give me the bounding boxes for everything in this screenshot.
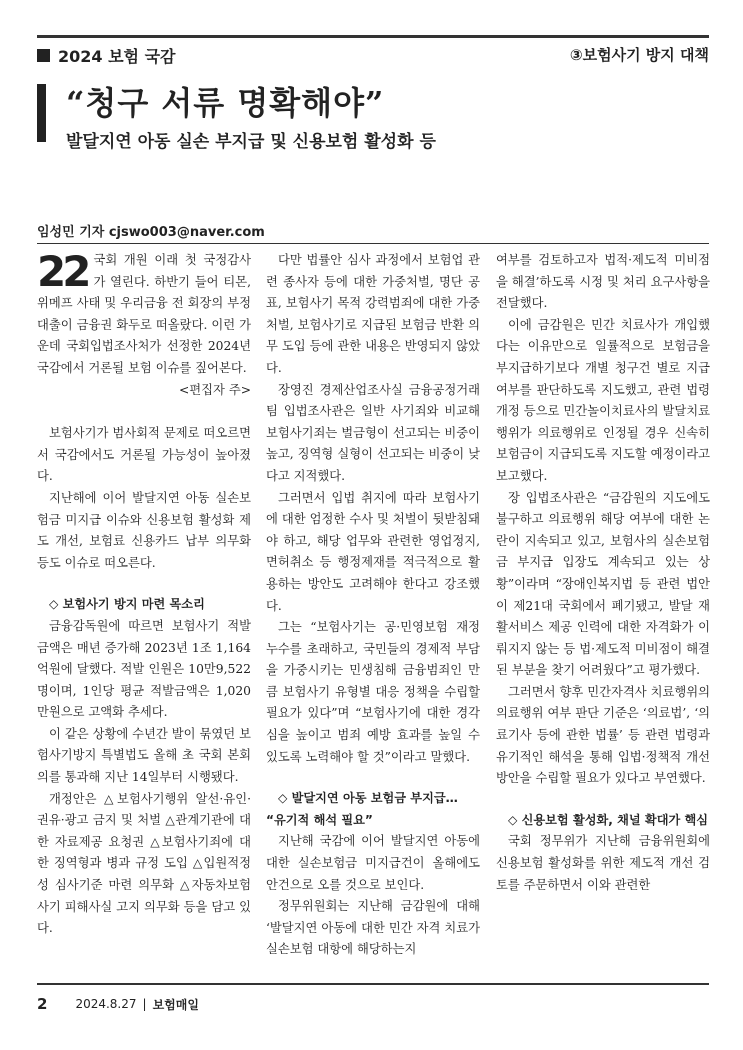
- footer-separator: |: [142, 997, 147, 1011]
- bottom-rule: [37, 983, 709, 985]
- paragraph: 여부를 검토하고자 법적·제도적 미비점을 해결’하도록 시정 및 처리 요구사항을 전달했다.: [496, 253, 710, 311]
- paragraph: 그는 “보험사기는 공·민영보험 재정 누수를 초래하고, 국민들의 경제적 부담을 가중시키는 민생침해 금융범죄인 만큼 보험사기 유형별 대응 정책을 수립할 필요가 있다”며 “보험사기에 대한 경각심을 높이고 범죄 예방 효과를 높일 수 있도록 노력해야 할 것”이라고 말했다.: [266, 620, 480, 764]
- series-label: ③보험사기 방지 대책: [569, 46, 709, 64]
- subtitle: ◇ 발달지연 아동 보험금 부지급…: [278, 791, 458, 806]
- paragraph: 장영진 경제산업조사실 금융공정거래팀 입법조사관은 일반 사기죄와 비교해 보험사기죄는 벌금형이 선고되는 비중이 높고, 징역형 실형이 선고되는 비중이 낮다고 지적했다.: [266, 382, 480, 483]
- headline-bar: [37, 84, 46, 142]
- paragraph: 이에 금감원은 민간 치료사가 개입했다는 이유만으로 일률적으로 보험금을 부지급하기보다 개별 청구건 별로 지급 여부를 판단하도록 지도했고, 관련 법령 개정 등으로 민간놀이치료사의 발달치료 행위가 의료행위로 인정될 경우 신속히 보험금이 지급되도록 지도할 예정이라고 보고했다.: [496, 317, 710, 483]
- paragraph: 그러면서 향후 민간자격사 치료행위의 의료행위 여부 판단 기준은 ‘의료법’, ‘의료기사 등에 관한 법률’ 등 관련 법령과 유기적인 해석을 통해 입법·정책적 개선방안을 수립할 필요가 있다고 부연했다.: [496, 684, 710, 786]
- section-title: 2024 보험 국감: [58, 47, 176, 66]
- paragraph: 개정안은 △보험사기행위 알선·유인·권유·광고 금지 및 처벌 △관계기관에 대한 자료제공 요청권 △보험사기죄에 대한 징역형과 병과 규정 도입 △입원적정성 심사기준 마련 의무화 △자동차보험사기 피해사실 고지 의무화 등을 담고 있다.: [37, 791, 251, 936]
- subtitle: ◇ 보험사기 방지 마련 목소리: [49, 597, 205, 612]
- subheadline: 발달지연 아동 실손 부지급 및 신용보험 활성화 등: [66, 132, 436, 152]
- paragraph: 장 입법조사관은 “금감원의 지도에도 불구하고 의료행위 해당 여부에 대한 논란이 지속되고 있고, 보험사의 실손보험금 부지급 입장도 계속되고 있는 상황”이라며 “장애인복지법 등 관련 법안이 제21대 국회에서 폐기됐고, 발달 재활서비스 제공 인력에 대한 자격화가 이뤄지지 않는 등 법·제도적 미비점이 해결된 부분을 찾기 어려웠다”고 평가했다.: [496, 490, 710, 678]
- column-1: [37, 247, 251, 940]
- footer: [37, 995, 199, 1013]
- square-bullet-icon: [37, 49, 50, 62]
- issue-date: 2024.8.27: [75, 997, 137, 1011]
- headline: “청구 서류 명확해야”: [66, 84, 385, 122]
- page-number: 2: [37, 995, 48, 1013]
- top-rule: [37, 35, 709, 38]
- section-label: [37, 44, 176, 67]
- paragraph: 지난해에 이어 발달지연 아동 실손보험금 미지급 이슈와 신용보험 활성화 제도 개선, 보험료 신용카드 납부 의무화 등도 이슈로 떠오른다.: [37, 490, 251, 570]
- publication-name: 보험매일: [152, 997, 199, 1012]
- paragraph: 그러면서 입법 취지에 따라 보험사기에 대한 엄정한 수사 및 처벌이 뒷받침돼야 하고, 해당 업무와 관련한 영업정지, 면허취소 등 행정제재를 적극적으로 활용하는 방안도 고려해야 한다고 강조했다.: [266, 490, 480, 613]
- paragraph: 정무위원회는 지난해 금감원에 대해 ‘발달지연 아동에 대한 민간 자격 치료가 실손보험 대항에 해당하는지: [266, 899, 480, 957]
- paragraph: 지난해 국감에 이어 발달지연 아동에 대한 실손보험금 미지급건이 올해에도 안건으로 오를 것으로 보인다.: [266, 834, 480, 892]
- editor-note: <편집자 주>: [178, 382, 251, 397]
- column-2: [266, 250, 480, 961]
- byline-rule: [37, 243, 709, 244]
- paragraph: 이 같은 상황에 수년간 발이 묶였던 보험사기방지 특별법도 올해 초 국회 본회의를 통과해 지난 14일부터 시행됐다.: [37, 726, 251, 785]
- paragraph: 금융감독원에 따르면 보험사기 적발 금액은 매년 증가해 2023년 1조 1,164억원에 달했다. 적발 인원은 10만9,522명이며, 1인당 평균 적발금액은 1,020만원으로 고액화 추세다.: [37, 618, 251, 720]
- paragraph: 국회 정무위가 지난해 금융위원회에 신용보험 활성화를 위한 제도적 개선 검토를 주문하면서 이와 관련한: [496, 834, 710, 892]
- lead-paragraph: 22 국회 개원 이래 첫 국정감사가 열린다. 하반기 들어 티몬, 위메프 사태 및 우리금융 전 회장의 부정 대출이 금융권 화두로 떠올랐다. 이런 가운데 국회입법조사처가 선정한 2024년 국감에서 거론될 보험 이슈를 짚어본다.: [37, 247, 251, 375]
- subtitle: ◇ 신용보험 활성화, 채널 확대가 핵심: [508, 812, 709, 827]
- subtitle-line-2: “유기적 해석 필요”: [266, 812, 373, 827]
- byline: 임성민 기자 cjswo003@naver.com: [37, 225, 265, 240]
- column-3: [496, 250, 710, 896]
- paragraph: 보험사기가 범사회적 문제로 떠오르면서 국감에서도 거론될 가능성이 높아졌다.: [37, 426, 251, 484]
- paragraph: 다만 법률안 심사 과정에서 보험업 관련 종사자 등에 대한 가중처벌, 명단 공표, 보험사기 목적 강력범죄에 대한 가중처벌, 보험사기로 지급된 보험금 반환 의무 도입 등에 관한 내용은 반영되지 않았다.: [266, 253, 480, 375]
- dropcap: 22: [37, 247, 88, 296]
